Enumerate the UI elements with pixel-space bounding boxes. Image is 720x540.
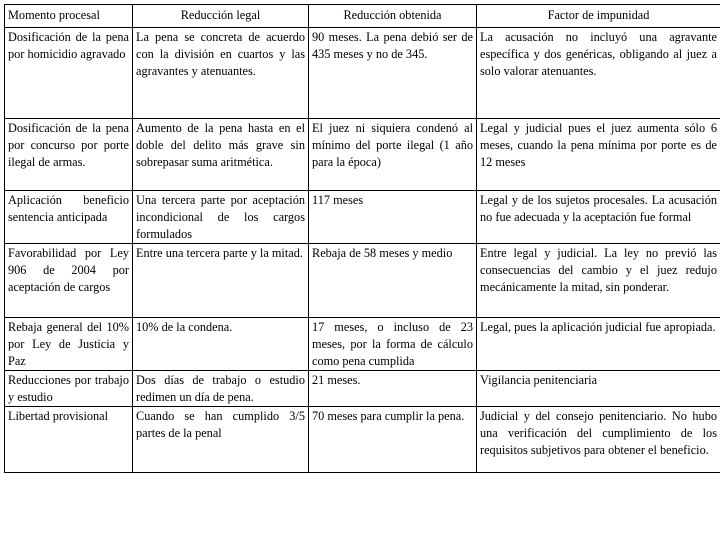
cell-momento: Rebaja general del 10% por Ley de Justicia y Paz bbox=[5, 318, 133, 371]
cell-factor: Legal y judicial pues el juez aumenta sólo 6 meses, cuando la pena mínima por porte es de 12 meses bbox=[477, 119, 720, 191]
impunity-table bbox=[4, 4, 720, 473]
cell-reduccion-obtenida: 70 meses para cumplir la pena. bbox=[309, 407, 477, 473]
table-row bbox=[5, 119, 720, 191]
cell-reduccion-legal: Entre una tercera parte y la mitad. bbox=[133, 244, 309, 318]
cell-momento: Libertad provisional bbox=[5, 407, 133, 473]
cell-reduccion-obtenida: El juez ni siquiera condenó al mínimo del porte ilegal (1 año para la época) bbox=[309, 119, 477, 191]
cell-factor: Legal y de los sujetos procesales. La acusación no fue adecuada y la aceptación fue formal bbox=[477, 191, 720, 244]
table-row bbox=[5, 28, 720, 119]
cell-reduccion-obtenida: Rebaja de 58 meses y medio bbox=[309, 244, 477, 318]
table-row bbox=[5, 191, 720, 244]
cell-reduccion-obtenida: 21 meses. bbox=[309, 371, 477, 407]
cell-momento: Favorabilidad por Ley 906 de 2004 por aceptación de cargos bbox=[5, 244, 133, 318]
cell-momento: Reducciones por trabajo y estudio bbox=[5, 371, 133, 407]
cell-reduccion-legal: Cuando se han cumplido 3/5 partes de la penal bbox=[133, 407, 309, 473]
cell-momento: Dosificación de la pena por concurso por porte ilegal de armas. bbox=[5, 119, 133, 191]
table-row bbox=[5, 371, 720, 407]
cell-reduccion-legal: Aumento de la pena hasta en el doble del delito más grave sin sobrepasar suma aritmética. bbox=[133, 119, 309, 191]
cell-reduccion-legal: La pena se concreta de acuerdo con la división en cuartos y las agravantes y atenuantes. bbox=[133, 28, 309, 119]
cell-reduccion-obtenida: 17 meses, o incluso de 23 meses, por la forma de cálculo como pena cumplida bbox=[309, 318, 477, 371]
header-factor-impunidad: Factor de impunidad bbox=[477, 5, 720, 28]
table-row bbox=[5, 318, 720, 371]
table-row bbox=[5, 407, 720, 473]
cell-reduccion-obtenida: 90 meses. La pena debió ser de 435 meses y no de 345. bbox=[309, 28, 477, 119]
cell-reduccion-legal: 10% de la condena. bbox=[133, 318, 309, 371]
cell-factor: La acusación no incluyó una agravante específica y dos genéricas, obligando al juez a solo valorar atenuantes. bbox=[477, 28, 720, 119]
header-reduccion-obtenida: Reducción obtenida bbox=[309, 5, 477, 28]
cell-momento: Aplicación beneficio sentencia anticipada bbox=[5, 191, 133, 244]
header-momento-procesal: Momento procesal bbox=[5, 5, 133, 28]
cell-reduccion-legal: Una tercera parte por aceptación incondicional de los cargos formulados bbox=[133, 191, 309, 244]
cell-factor: Vigilancia penitenciaria bbox=[477, 371, 720, 407]
cell-factor: Judicial y del consejo penitenciario. No hubo una verificación del cumplimiento de los requisitos subjetivos para obtener el beneficio. bbox=[477, 407, 720, 473]
header-row bbox=[5, 5, 720, 28]
cell-reduccion-legal: Dos días de trabajo o estudio redimen un día de pena. bbox=[133, 371, 309, 407]
cell-reduccion-obtenida: 117 meses bbox=[309, 191, 477, 244]
cell-momento: Dosificación de la pena por homicidio agravado bbox=[5, 28, 133, 119]
cell-factor: Legal, pues la aplicación judicial fue apropiada. bbox=[477, 318, 720, 371]
header-reduccion-legal: Reducción legal bbox=[133, 5, 309, 28]
cell-factor: Entre legal y judicial. La ley no previó las consecuencias del cambio y el juez redujo mecánicamente la mitad, sin ponderar. bbox=[477, 244, 720, 318]
table-row bbox=[5, 244, 720, 318]
